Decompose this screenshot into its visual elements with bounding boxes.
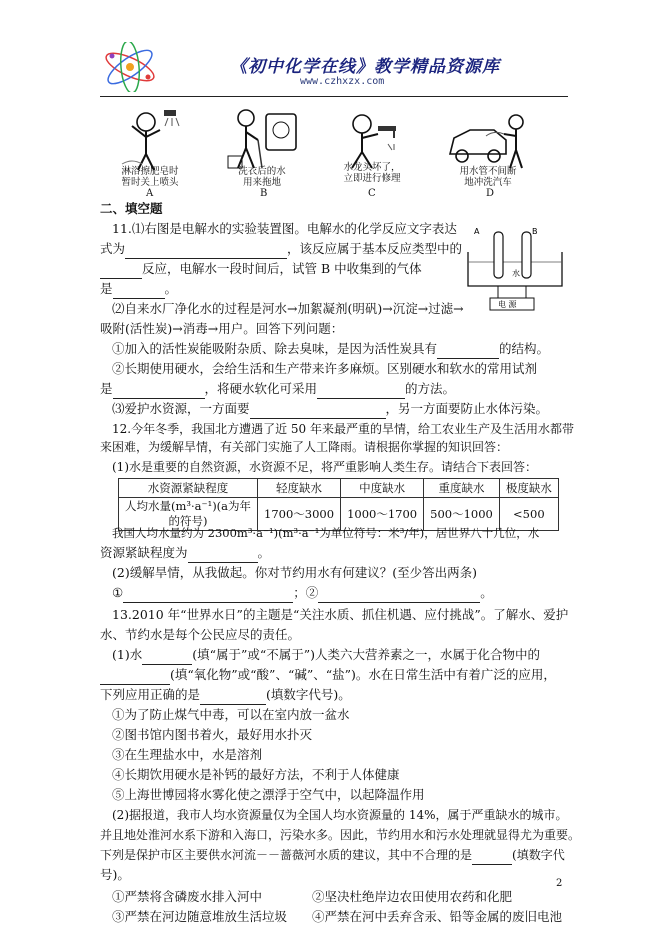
table-cell: 人均水量(m³·a⁻¹)(a为年 的符号) xyxy=(119,498,258,531)
page-number: 2 xyxy=(556,878,563,889)
picture-b xyxy=(222,104,304,174)
q13-proposal-2: ②坚决杜绝岸边农田使用农药和化肥 xyxy=(312,889,513,904)
picture-c-letter: C xyxy=(368,188,376,199)
shower-illustration xyxy=(112,104,194,174)
q11-line7: ①加入的活性炭能吸附杂质、除去臭味，是因为活性炭具有 的结构。 xyxy=(112,339,582,359)
picture-c-caption: 水龙头坏了， 立即进行修理 xyxy=(343,162,401,184)
q12-line6: (2)缓解旱情，从我做起。你对节约用水有何建议？(至少答出两条) xyxy=(112,565,477,580)
q11-line1: 11.⑴右图是电解水的实验装置图。电解水的化学反应文字表达 xyxy=(112,221,457,236)
q13-line7: 并且地处淮河水系下游和入海口，污染水多。因此，节约用水和污水处理就显得尤为重要。 xyxy=(100,828,581,842)
q13-line4: (填“氧化物”或“酸”、“碱”、“盐”)。水在日常生活中有着广泛的应用， xyxy=(100,665,570,685)
picture-b-letter: B xyxy=(260,188,268,199)
q12-line1: 12.今年冬季，我国北方遭遇了近 50 年来最严重的旱情，给工农业生产及生活用水都带 xyxy=(112,422,574,436)
table-cell: 中度缺水 xyxy=(341,479,424,498)
picture-a-caption: 淋浴擦肥皂时 暂时关上喷头 xyxy=(121,166,179,188)
q11-line2: 式为 ，该反应属于基本反应类型中的 xyxy=(100,239,570,259)
table-cell: 轻度缺水 xyxy=(258,479,341,498)
q12-line4: 我国人均水量约为 2300m³·a⁻¹)(m³·a⁻¹为单位符号：米³/年)，居世界八十几位，水 xyxy=(112,526,540,540)
q13-line9: 号)。 xyxy=(100,867,130,882)
header-rule xyxy=(100,96,568,97)
table-cell: 极度缺水 xyxy=(499,479,558,498)
q12-line2-visible: 来困难，为缓解旱情，有关部门实施了人工降雨。请根据你掌握的知识回答： xyxy=(100,440,509,454)
power-label: 电 源 xyxy=(498,300,517,309)
q13-line6: (2)据报道，我市人均水资源量仅为全国人均水资源量的 14%，属于严重缺水的城市。 xyxy=(112,808,568,822)
q13-line8: 下列是保护市区主要供水河流－－蔷薇河水质的建议，其中不合理的是 (填数字代 xyxy=(100,845,570,865)
tube-label-a: A xyxy=(474,227,480,236)
picture-a-letter: A xyxy=(146,188,154,199)
picture-d xyxy=(444,104,534,174)
table-cell: <500 xyxy=(499,498,558,531)
q13-option-4: ④长期饮用硬水是补钙的最好方法，不利于人体健康 xyxy=(112,767,400,782)
q11-line8: ②长期使用硬水，会给生活和生产带来许多麻烦。区别硬水和软水的常用试剂 xyxy=(112,361,538,376)
tube-label-b: B xyxy=(532,227,538,236)
q13-option-1: ①为了防止煤气中毒，可以在室内放一盆水 xyxy=(112,707,350,722)
q13-option-3: ③在生理盐水中，水是溶剂 xyxy=(112,747,263,762)
q13-proposal-4: ④严禁在河中丢弃含汞、铅等金属的废旧电池 xyxy=(312,909,563,924)
table-cell: 1000～1700 xyxy=(341,498,424,531)
q13-line1: 13.2010 年“世界水日”的主题是“关注水质、抓住机遇、应付挑战”。了解水、爱护 xyxy=(112,607,569,622)
q12-line3: (1)水是重要的自然资源，水资源不足，将严重影响人类生存。请结合下表回答： xyxy=(112,460,538,474)
picture-d-caption: 用水管不间断 地冲洗汽车 xyxy=(459,166,517,188)
q13-proposal-1: ①严禁将含磷废水排入河中 xyxy=(112,889,263,904)
header-title: 《初中化学在线》教学精品资源库 xyxy=(230,57,500,77)
table-cell: 重度缺水 xyxy=(424,479,500,498)
q13-option-5: ⑤上海世博园将水雾化使之漂浮于空气中，以起降温作用 xyxy=(112,787,425,802)
table-cell: 500～1000 xyxy=(424,498,500,531)
water-label: 水 xyxy=(512,269,520,278)
q11-line4: 是 。 xyxy=(100,279,570,299)
header-url: www.czhxzx.com xyxy=(300,76,385,87)
q11-line3: 反应，电解水一段时间后，试管 B 中收集到的气体 xyxy=(100,259,570,279)
q11-line6: 吸附(活性炭)→消毒→用户。回答下列问题： xyxy=(100,321,344,336)
logo-atom xyxy=(100,42,160,92)
table-header-row xyxy=(119,479,559,498)
mopping-illustration xyxy=(222,104,304,174)
q13-line3: (1)水 (填“属于”或“不属于”)人类六大营养素之一，水属于化合物中的 xyxy=(112,645,582,665)
q11-line5: ⑵自来水厂净化水的过程是河水→加絮凝剂(明矾)→沉淀→过滤→ xyxy=(112,301,464,316)
picture-a xyxy=(112,104,194,174)
table-cell: 1700～3000 xyxy=(258,498,341,531)
q13-option-2: ②图书馆内图书着火，最好用水扑灭 xyxy=(112,727,313,742)
table-cell: 水资源紧缺程度 xyxy=(119,479,258,498)
q13-line2: 水、节约水是每个公民应尽的责任。 xyxy=(100,627,301,642)
picture-d-letter: D xyxy=(486,188,495,199)
picture-b-caption: 洗衣后的水 用来拖地 xyxy=(238,166,286,188)
q13-line5: 下列应用正确的是 (填数字代号)。 xyxy=(100,685,570,705)
q12-line5: 资源紧缺程度为 。 xyxy=(100,543,570,563)
q12-line7: ① ；② 。 xyxy=(112,583,582,603)
section-title: 二、填空题 xyxy=(100,201,163,216)
q11-line9: 是 ，将硬水软化可采用 的方法。 xyxy=(100,379,570,399)
car-washing-illustration xyxy=(444,104,534,174)
q13-proposal-3: ③严禁在河边随意堆放生活垃圾 xyxy=(112,909,288,924)
q11-line10: ⑶爱护水资源，一方面要 ，另一方面要防止水体污染。 xyxy=(112,399,582,419)
